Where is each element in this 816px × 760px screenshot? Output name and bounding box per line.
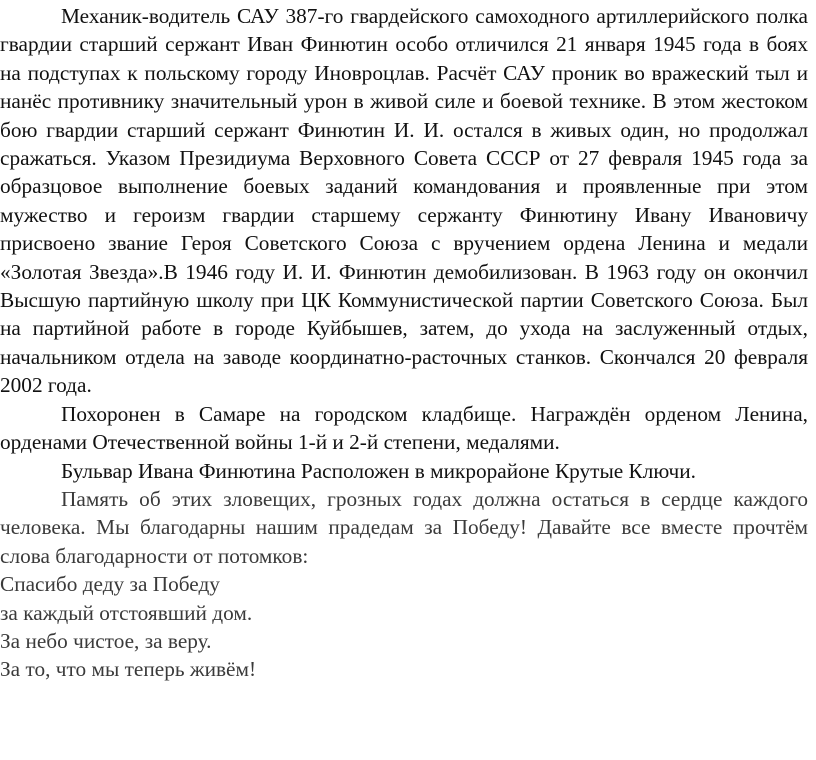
paragraph-biography: Механик-водитель САУ 387-го гвардейского самоходного артиллерийского полка гвардии старший сержант Иван Финютин особо отличился 21 января 1945 года в боях на подступах к польскому городу Иновроцлав. Расчёт САУ проник во вражеский тыл и нанёс противнику значительный урон в живой силе и боевой технике. В этом жестоком бою гвардии старший сержант Финютин И. И. остался в живых один, но продолжал сражаться. Указом Президиума Верховного Совета СССР от 27 февраля 1945 года за образцовое выполнение боевых заданий командования и проявленные при этом мужество и героизм гвардии старшему сержанту Финютину Ивану Ивановичу присвоено звание Героя Советского Союза с вручением ордена Ленина и медали «Золотая Звезда».В 1946 году И. И. Финютин демобилизован. В 1963 году он окончил Высшую партийную школу при ЦК Коммунистической партии Советского Союза. Был на партийной работе в городе Куйбышев, затем, до ухода на заслуженный отдых, начальником отдела на заводе координатно-расточных станков. Скончался 20 февраля 2002 года. xyxy=(0,4,808,398)
poem-line-3: За небо чистое, за веру. xyxy=(0,628,212,653)
poem-line-1: Спасибо деду за Победу xyxy=(0,572,220,597)
poem xyxy=(0,570,808,684)
poem-line-4: За то, что мы теперь живём! xyxy=(0,657,257,682)
paragraph-boulevard: Бульвар Ивана Финютина Расположен в микрорайоне Крутые Ключи. xyxy=(61,458,696,483)
paragraph-burial-awards: Похоронен в Самаре на городском кладбище. Награждён орденом Ленина, орденами Отечественной войны 1-й и 2-й степени, медалями. xyxy=(0,401,808,455)
paragraph-memory: Память об этих зловещих, грозных годах должна остаться в сердце каждого человека. Мы благодарны нашим прадедам за Победу! Давайте все вместе прочтём слова благодарности от потомков: xyxy=(0,486,808,568)
poem-line-2: за каждый отстоявший дом. xyxy=(0,600,253,625)
